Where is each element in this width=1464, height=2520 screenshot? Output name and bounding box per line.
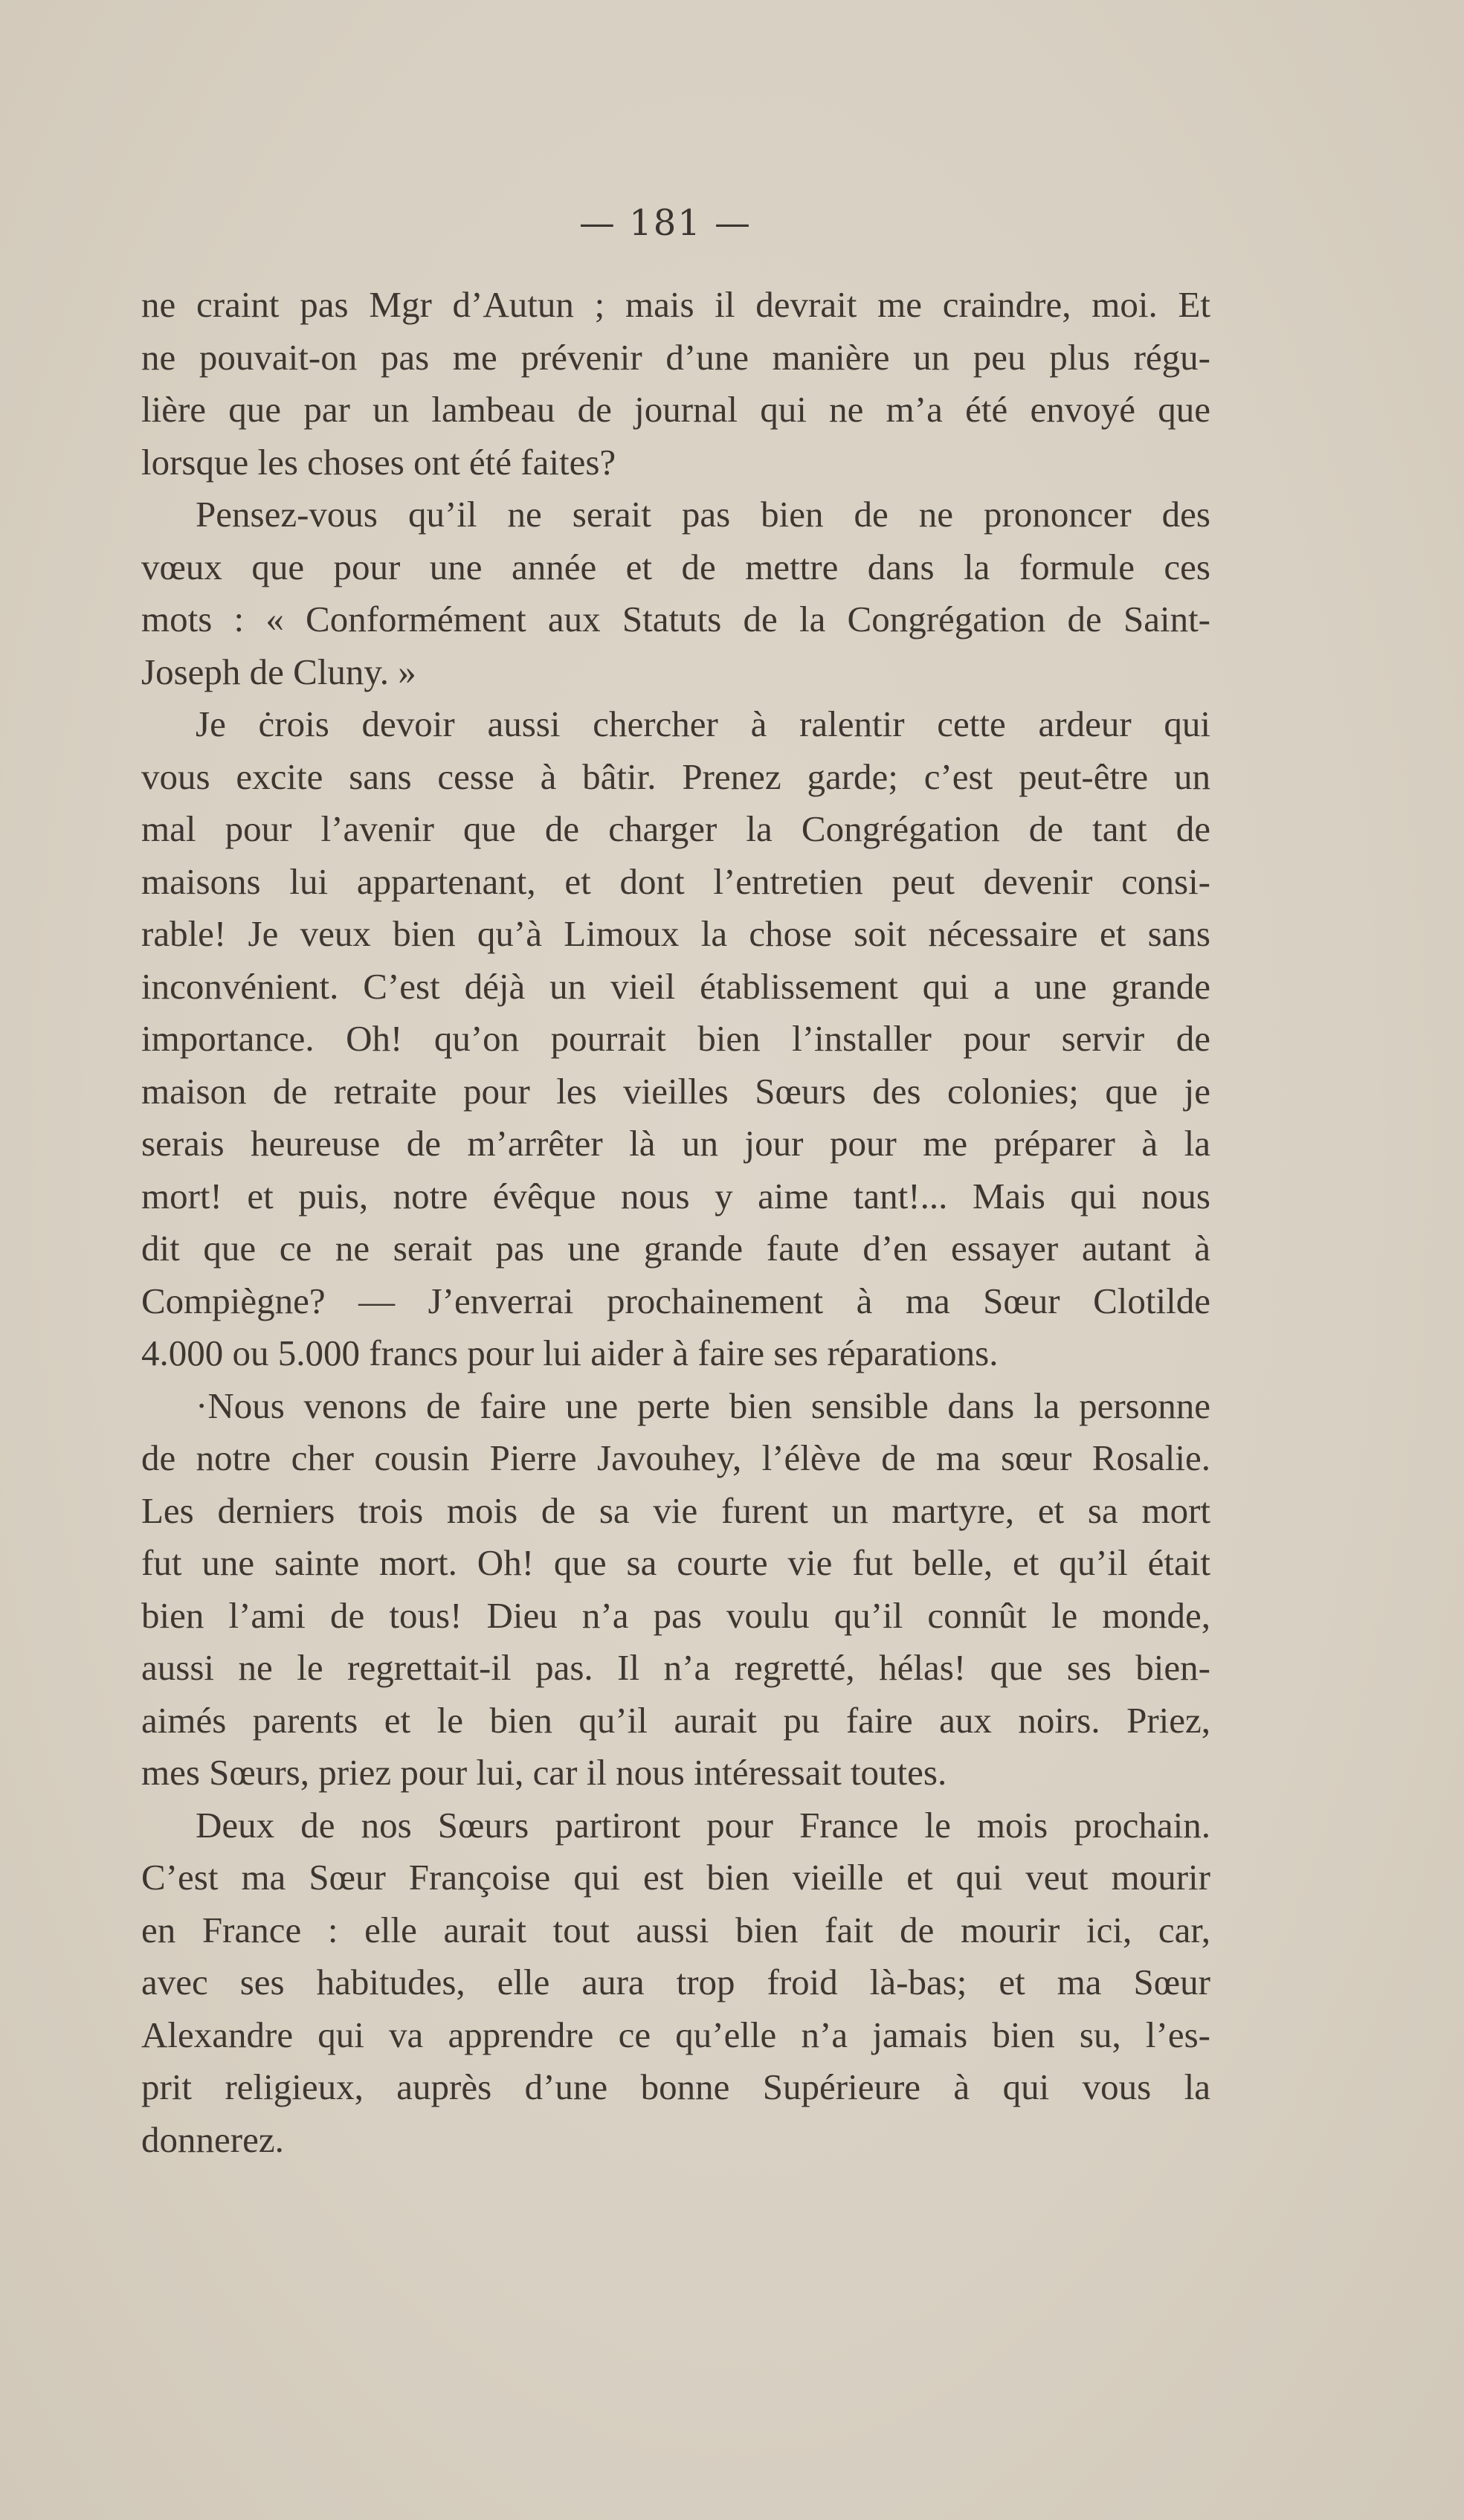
text-line: donnerez.: [141, 2118, 284, 2160]
text-line: Compiègne? — J’enverrai prochainement à ma Sœur Clotilde: [141, 1280, 1210, 1321]
text-line: aussi ne le regrettait-il pas. Il n’a regretté, hélas! que ses bien-: [141, 1647, 1210, 1688]
text-line: Les derniers trois mois de sa vie furent un martyre, et sa mort: [141, 1489, 1210, 1531]
text-line: mots : « Conformément aux Statuts de la Congrégation de Saint-: [141, 599, 1210, 639]
text-line: lorsque les choses ont été faites?: [141, 441, 616, 483]
text-line: importance. Oh! qu’on pourrait bien l’installer pour servir de: [141, 1018, 1210, 1059]
text-line: mes Sœurs, priez pour lui, car il nous intéressait toutes.: [141, 1752, 947, 1793]
text-line: Pensez-vous qu’il ne serait pas bien de ne prononcer des: [196, 494, 1210, 535]
text-line: vœux que pour une année et de mettre dans la formule ces: [141, 546, 1210, 587]
page-number: — 181 —: [578, 202, 752, 244]
text-line: avec ses habitudes, elle aura trop froid là-bas; et ma Sœur: [141, 1962, 1210, 2002]
text-line: prit religieux, auprès d’une bonne Supérieure à qui vous la: [141, 2066, 1210, 2107]
text-line: en France : elle aurait tout aussi bien fait de mourir ici, car,: [141, 1909, 1210, 1950]
text-line: aimés parents et le bien qu’il aurait pu faire aux noirs. Priez,: [141, 1699, 1210, 1741]
text-line: 4.000 ou 5.000 francs pour lui aider à faire ses réparations.: [141, 1332, 999, 1373]
text-line: mort! et puis, notre évêque nous y aime tant!... Mais qui nous: [141, 1175, 1210, 1217]
text-line: ne pouvait-on pas me prévenir d’une manière un peu plus régu-: [141, 336, 1210, 378]
text-line: serais heureuse de m’arrêter là un jour pour me préparer à la: [141, 1123, 1210, 1164]
text-line: ·Nous venons de faire une perte bien sensible dans la personne: [196, 1385, 1210, 1426]
text-line: inconvénient. C’est déjà un vieil établissement qui a une grande: [141, 965, 1210, 1007]
text-line: maison de retraite pour les vieilles Sœurs des colonies; que je: [141, 1070, 1210, 1112]
text-line: Je ċrois devoir aussi chercher à ralentir cette ardeur qui: [196, 703, 1210, 744]
text-line: de notre cher cousin Pierre Javouhey, l’élève de ma sœur Rosalie.: [141, 1437, 1210, 1478]
text-line: Joseph de Cluny. »: [141, 651, 416, 692]
text-line: vous excite sans cesse à bâtir. Prenez garde; c’est peut-être un: [141, 755, 1210, 797]
text-line: dit que ce ne serait pas une grande faute d’en essayer autant à: [141, 1228, 1210, 1269]
text-line: ne craint pas Mgr d’Autun ; mais il devrait me craindre, moi. Et: [141, 284, 1210, 325]
text-line: bien l’ami de tous! Dieu n’a pas voulu qu’il connût le monde,: [141, 1594, 1210, 1636]
text-line: lière que par un lambeau de journal qui ne m’a été envoyé que: [141, 389, 1210, 430]
text-line: fut une sainte mort. Oh! que sa courte vie fut belle, et qu’il était: [141, 1542, 1210, 1583]
text-line: C’est ma Sœur Françoise qui est bien vieille et qui veut mourir: [141, 1857, 1210, 1898]
text-line: mal pour l’avenir que de charger la Congrégation de tant de: [141, 808, 1210, 849]
text-line: Alexandre qui va apprendre ce qu’elle n’a jamais bien su, l’es-: [141, 2014, 1210, 2055]
text-line: Deux de nos Sœurs partiront pour France le mois prochain.: [196, 1804, 1210, 1846]
text-line: maisons lui appartenant, et dont l’entretien peut devenir consi-: [141, 860, 1210, 902]
text-line: rable! Je veux bien qu’à Limoux la chose soit nécessaire et sans: [141, 913, 1210, 954]
body-text: [141, 279, 1210, 2166]
